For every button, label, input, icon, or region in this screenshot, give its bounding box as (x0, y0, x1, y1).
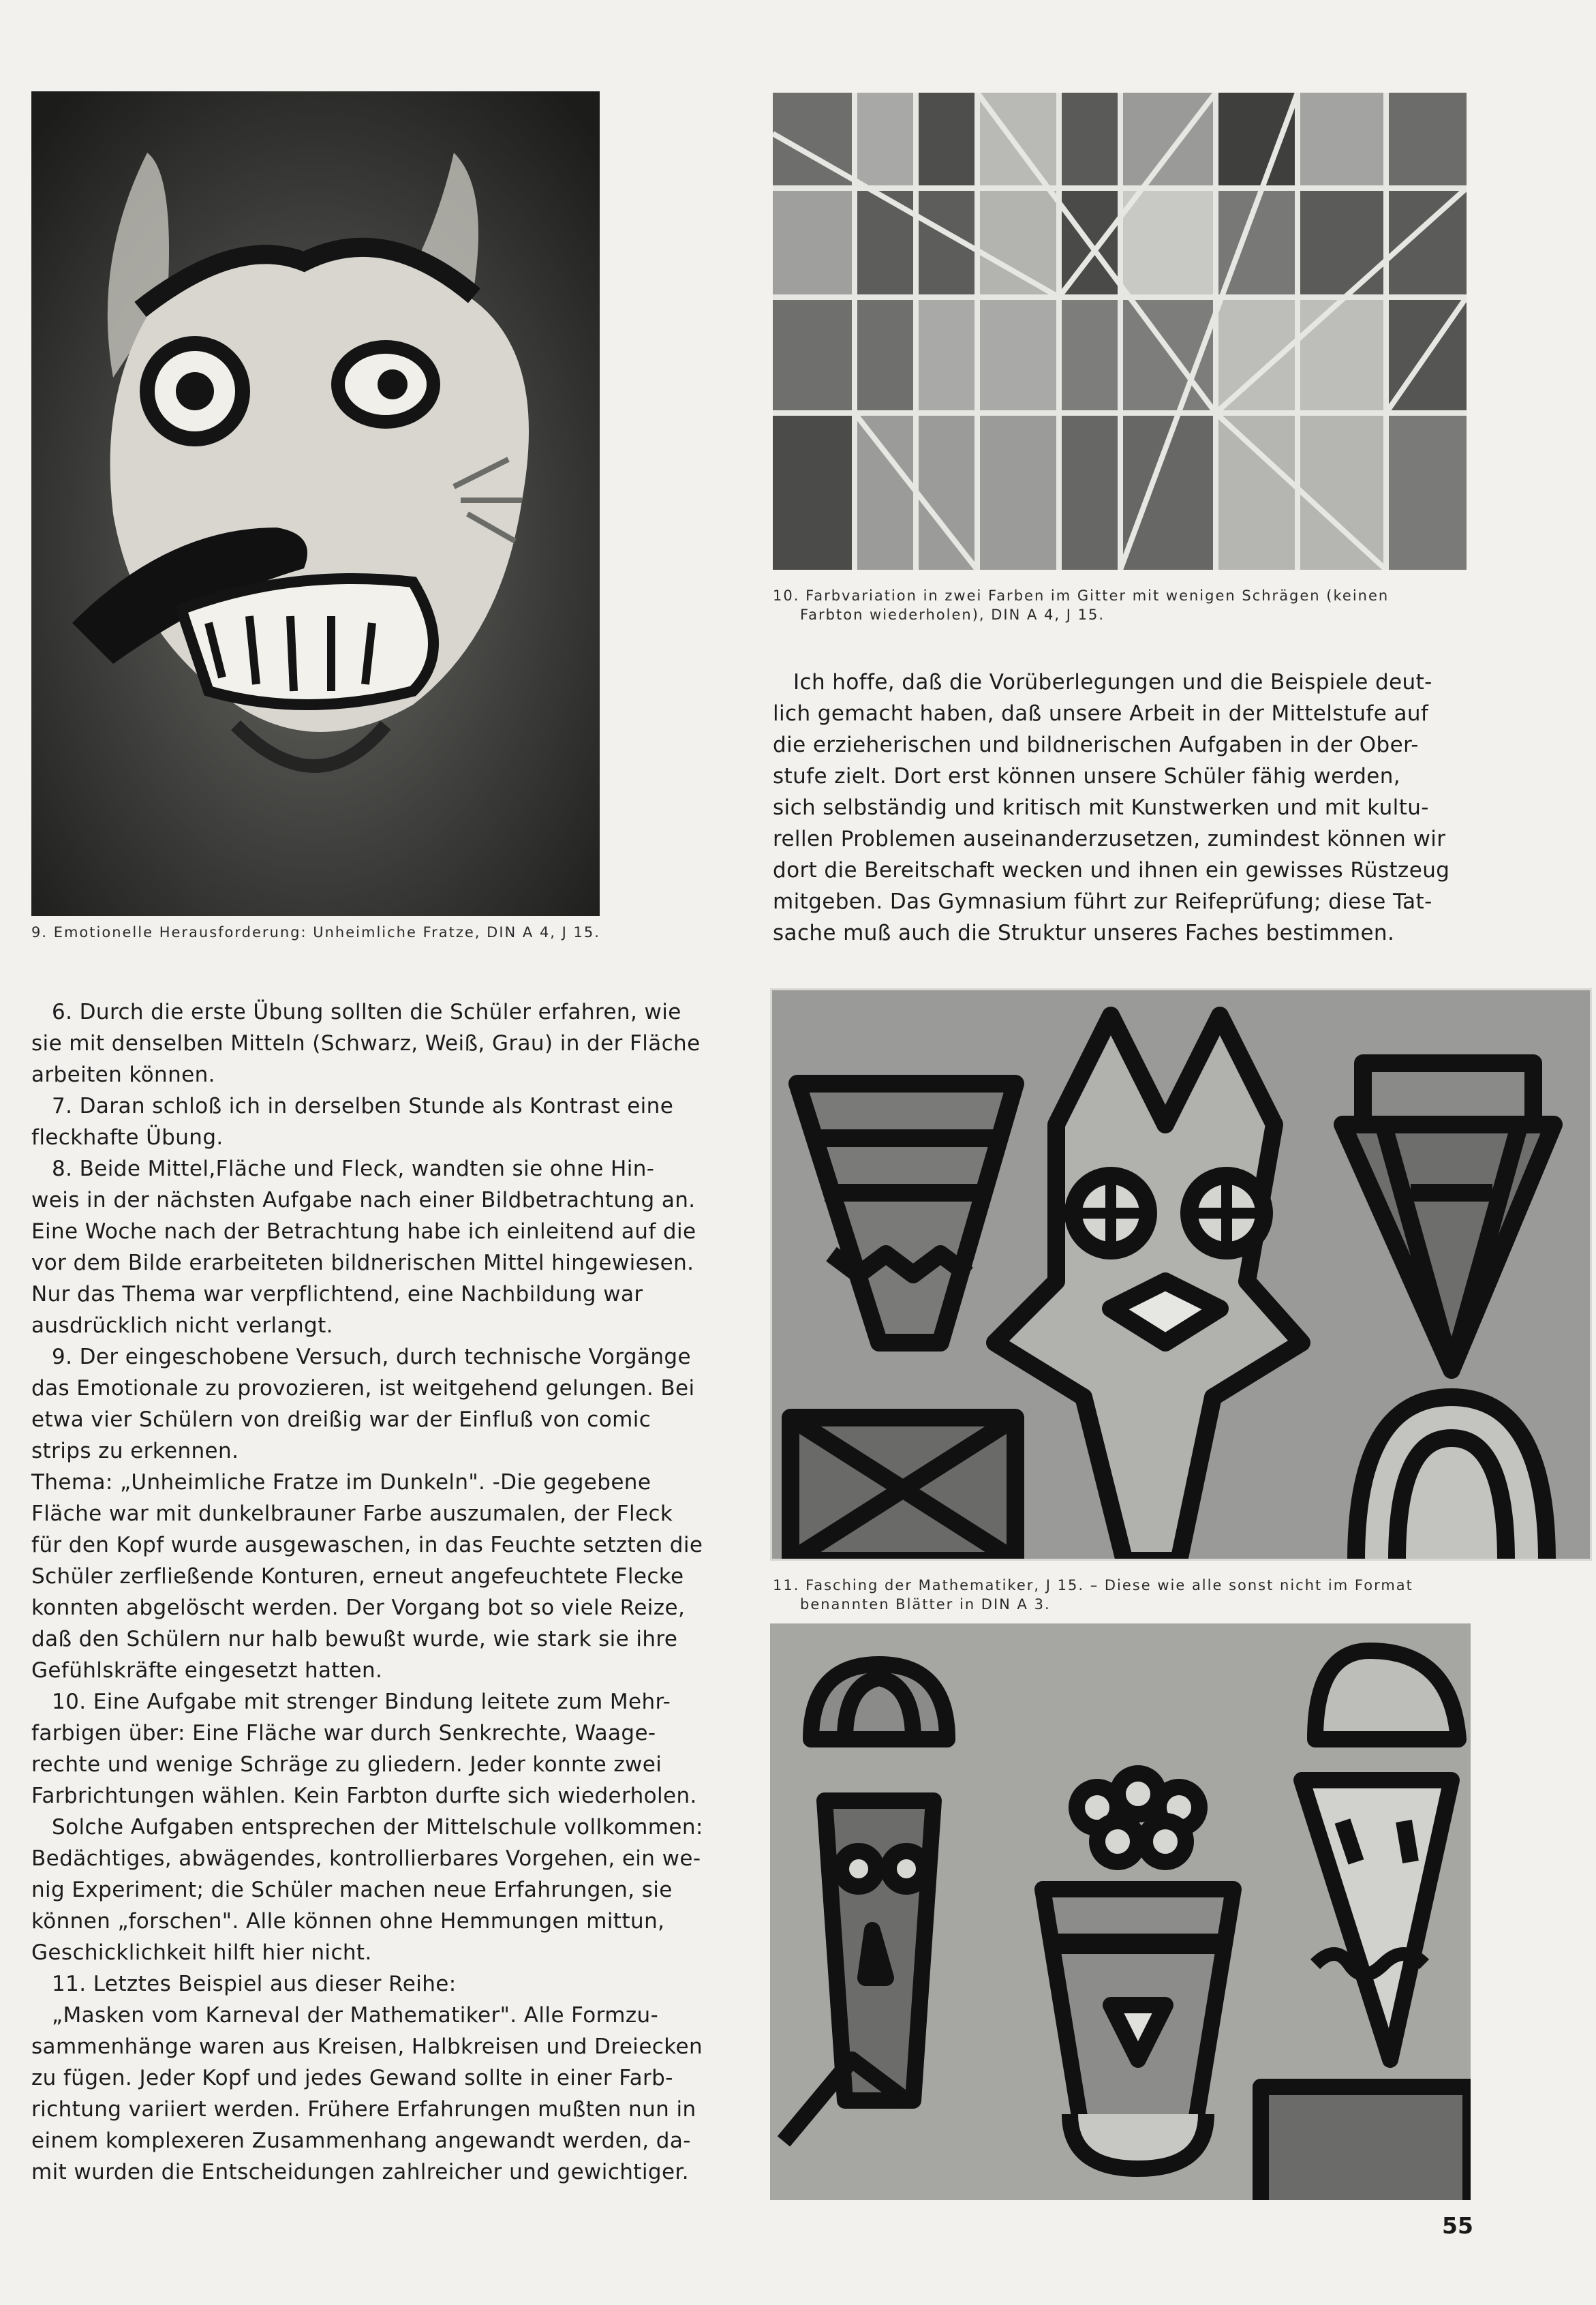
text-line: sich selbständig und kritisch mit Kunstwerken und mit kultu- (773, 795, 1429, 820)
text-line: sammenhänge waren aus Kreisen, Halbkreisen und Dreiecken (31, 2034, 703, 2059)
text-line: Gefühlskräfte eingesetzt hatten. (31, 1658, 383, 1683)
text-line: ausdrücklich nicht verlangt. (31, 1313, 333, 1338)
text-line: nig Experiment; die Schüler machen neue Erfahrungen, sie (31, 1878, 673, 1902)
figure-11-caption-line2: benannten Blätter in DIN A 3. (800, 1596, 1051, 1613)
text-line: mitgeben. Das Gymnasium führt zur Reifeprüfung; diese Tat- (773, 889, 1432, 914)
figure-11-masks-painting (770, 988, 1592, 1561)
text-line: richtung variiert werden. Frühere Erfahrungen mußten nun in (31, 2097, 696, 2122)
text-line: arbeiten können. (31, 1063, 215, 1087)
page-number: 55 (1442, 2212, 1473, 2239)
text-line: Thema: „Unheimliche Fratze im Dunkeln". -Die gegebene (31, 1470, 651, 1495)
figure-10-caption (773, 586, 1389, 624)
text-line: rellen Problemen auseinanderzusetzen, zumindest können wir (773, 827, 1446, 851)
text-line: Schüler zerfließende Konturen, erneut angefeuchtete Flecke (31, 1564, 684, 1589)
text-line: Solche Aufgaben entsprechen der Mittelschule vollkommen: (52, 1815, 703, 1840)
left-column-text (31, 996, 740, 2188)
text-line: Bedächtiges, abwägendes, kontrollierbares Vorgehen, ein we- (31, 1846, 701, 1871)
text-line: 8. Beide Mittel,Fläche und Fleck, wandten sie ohne Hin- (52, 1157, 655, 1181)
figure-10-caption-line2: Farbton wiederholen), DIN A 4, J 15. (800, 607, 1105, 623)
figure-11-caption (773, 1576, 1413, 1614)
text-line: sache muß auch die Struktur unseres Faches bestimmen. (773, 921, 1395, 945)
text-line: das Emotionale zu provozieren, ist weitgehend gelungen. Bei (31, 1376, 695, 1401)
text-line: 6. Durch die erste Übung sollten die Schüler erfahren, wie (52, 1000, 681, 1024)
text-line: Farbrichtungen wählen. Kein Farbton durfte sich wiederholen. (31, 1784, 697, 1808)
right-column-text (773, 667, 1475, 949)
text-line: fleckhafte Übung. (31, 1125, 224, 1150)
figure-9-caption: 9. Emotionelle Herausforderung: Unheimliche Fratze, DIN A 4, J 15. (31, 924, 600, 941)
text-line: stufe zielt. Dort erst können unsere Schüler fähig werden, (773, 764, 1401, 789)
text-line: die erzieherischen und bildnerischen Aufgaben in der Ober- (773, 733, 1419, 757)
text-line: strips zu erkennen. (31, 1439, 239, 1463)
text-line: können „forschen". Alle können ohne Hemmungen mittun, (31, 1909, 665, 1934)
text-line: lich gemacht haben, daß unsere Arbeit in der Mittelstufe auf (773, 701, 1429, 726)
text-line: daß den Schülern nur halb bewußt wurde, wie stark sie ihre (31, 1627, 678, 1651)
text-line: zu fügen. Jeder Kopf und jedes Gewand sollte in einer Farb- (31, 2066, 673, 2090)
text-line: weis in der nächsten Aufgabe nach einer Bildbetrachtung an. (31, 1188, 696, 1212)
figure-9-mask-painting (31, 91, 600, 916)
text-line: einem komplexeren Zusammenhang angewandt werden, da- (31, 2128, 691, 2153)
text-line: sie mit denselben Mitteln (Schwarz, Weiß, Grau) in der Fläche (31, 1031, 701, 1056)
text-line: Fläche war mit dunkelbrauner Farbe auszumalen, der Fleck (31, 1501, 673, 1526)
text-line: 7. Daran schloß ich in derselben Stunde als Kontrast eine (52, 1094, 674, 1118)
text-line: Geschicklichkeit hilft hier nicht. (31, 1940, 372, 1965)
figure-11-heads-painting (770, 1623, 1471, 2200)
text-line: 11. Letztes Beispiel aus dieser Reihe: (52, 1972, 457, 1996)
figure-11-caption-line1: 11. Fasching der Mathematiker, J 15. – Diese wie alle sonst nicht im Format (773, 1577, 1413, 1593)
text-line: konnten abgelöscht werden. Der Vorgang bot so viele Reize, (31, 1596, 686, 1620)
text-line: mit wurden die Entscheidungen zahlreicher und gewichtiger. (31, 2160, 689, 2184)
figure-10-caption-line1: 10. Farbvariation in zwei Farben im Gitter mit wenigen Schrägen (keinen (773, 587, 1390, 604)
text-line: etwa vier Schülern von dreißig war der Einfluß von comic (31, 1407, 651, 1432)
text-line: rechte und wenige Schräge zu gliedern. Jeder konnte zwei (31, 1752, 662, 1777)
text-line: „Masken vom Karneval der Mathematiker". Alle Formzu- (52, 2003, 659, 2028)
figure-10-grid-painting (773, 93, 1467, 570)
text-line: dort die Bereitschaft wecken und ihnen ein gewisses Rüstzeug (773, 858, 1450, 883)
text-line: vor dem Bilde erarbeiteten bildnerischen Mittel hingewiesen. (31, 1251, 694, 1275)
text-line: 10. Eine Aufgabe mit strenger Bindung leitete zum Mehr- (52, 1690, 671, 1714)
text-line: für den Kopf wurde ausgewaschen, in das Feuchte setzten die (31, 1533, 703, 1557)
text-line: Eine Woche nach der Betrachtung habe ich einleitend auf die (31, 1219, 696, 1244)
text-line: Nur das Thema war verpflichtend, eine Nachbildung war (31, 1282, 643, 1307)
text-line: Ich hoffe, daß die Vorüberlegungen und die Beispiele deut- (793, 670, 1432, 694)
text-line: 9. Der eingeschobene Versuch, durch technische Vorgänge (52, 1345, 691, 1369)
text-line: farbigen über: Eine Fläche war durch Senkrechte, Waage- (31, 1721, 656, 1745)
